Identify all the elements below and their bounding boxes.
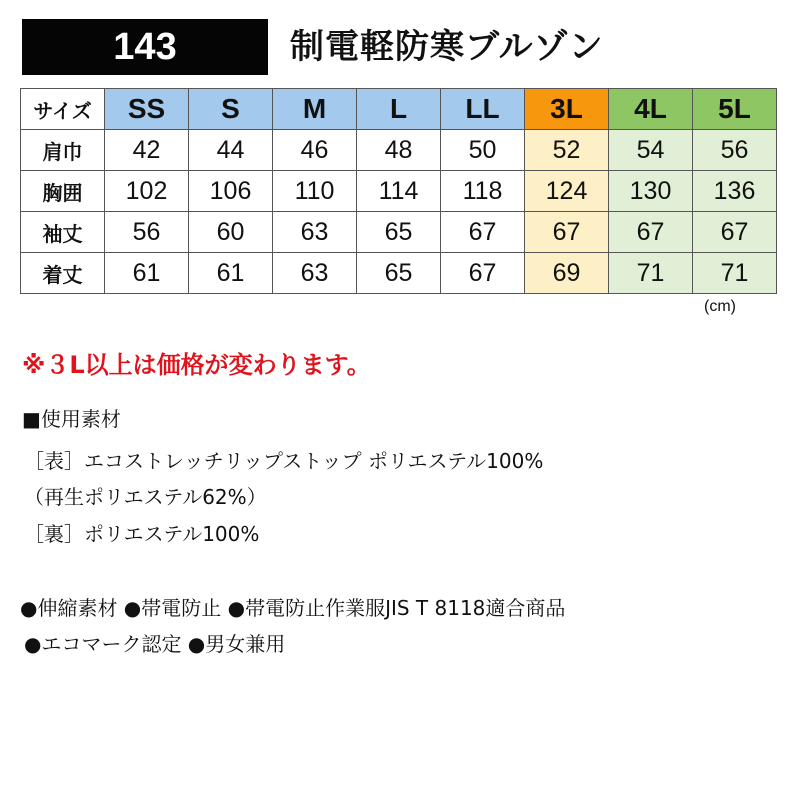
table-cell: 130	[609, 171, 693, 212]
table-cell: 124	[525, 171, 609, 212]
table-cell: 71	[609, 253, 693, 294]
product-title: 制電軽防寒ブルゾン	[290, 27, 604, 67]
table-cell: 67	[441, 253, 525, 294]
table-cell: 110	[273, 171, 357, 212]
table-cell: 48	[357, 130, 441, 171]
size-header-s: S	[189, 89, 273, 130]
row-label: 袖丈	[21, 212, 105, 253]
table-cell: 71	[693, 253, 777, 294]
table-cell: 60	[189, 212, 273, 253]
table-cell: 56	[105, 212, 189, 253]
table-cell: 67	[609, 212, 693, 253]
row-label: 着丈	[21, 253, 105, 294]
size-header-row	[21, 89, 777, 130]
material-outer: ［表］エコストレッチリップストップ ポリエステル100%	[24, 449, 544, 473]
table-row	[21, 130, 777, 171]
product-header	[20, 19, 700, 75]
table-cell: 61	[105, 253, 189, 294]
size-header-3l: 3L	[525, 89, 609, 130]
table-row	[21, 171, 777, 212]
features-line-1: ●伸縮素材 ●帯電防止 ●帯電防止作業服JIS T 8118適合商品	[20, 596, 566, 620]
table-cell: 63	[273, 212, 357, 253]
material-recycled: （再生ポリエステル62%）	[24, 485, 267, 509]
table-cell: 50	[441, 130, 525, 171]
table-cell: 102	[105, 171, 189, 212]
table-cell: 114	[357, 171, 441, 212]
size-header-label: サイズ	[21, 89, 105, 130]
materials-title: ■使用素材	[22, 407, 121, 431]
unit-label: (cm)	[704, 298, 736, 315]
table-cell: 65	[357, 253, 441, 294]
table-cell: 44	[189, 130, 273, 171]
table-cell: 46	[273, 130, 357, 171]
size-header-ss: SS	[105, 89, 189, 130]
product-code-badge: 143	[22, 19, 268, 75]
size-header-5l: 5L	[693, 89, 777, 130]
table-cell: 63	[273, 253, 357, 294]
table-cell: 54	[609, 130, 693, 171]
table-cell: 67	[525, 212, 609, 253]
table-cell: 136	[693, 171, 777, 212]
table-cell: 67	[441, 212, 525, 253]
table-cell: 52	[525, 130, 609, 171]
size-header-l: L	[357, 89, 441, 130]
table-cell: 106	[189, 171, 273, 212]
size-chart-table	[20, 88, 777, 294]
table-cell: 69	[525, 253, 609, 294]
features-line-2: ●エコマーク認定 ●男女兼用	[24, 632, 286, 656]
table-cell: 118	[441, 171, 525, 212]
table-cell: 56	[693, 130, 777, 171]
table-cell: 67	[693, 212, 777, 253]
table-row	[21, 253, 777, 294]
table-cell: 65	[357, 212, 441, 253]
material-lining: ［裏］ポリエステル100%	[24, 522, 260, 546]
table-cell: 42	[105, 130, 189, 171]
table-row	[21, 212, 777, 253]
row-label: 肩巾	[21, 130, 105, 171]
price-note: ※３L以上は価格が変わります。	[22, 351, 371, 379]
table-cell: 61	[189, 253, 273, 294]
row-label: 胸囲	[21, 171, 105, 212]
size-header-m: M	[273, 89, 357, 130]
size-header-4l: 4L	[609, 89, 693, 130]
size-header-ll: LL	[441, 89, 525, 130]
